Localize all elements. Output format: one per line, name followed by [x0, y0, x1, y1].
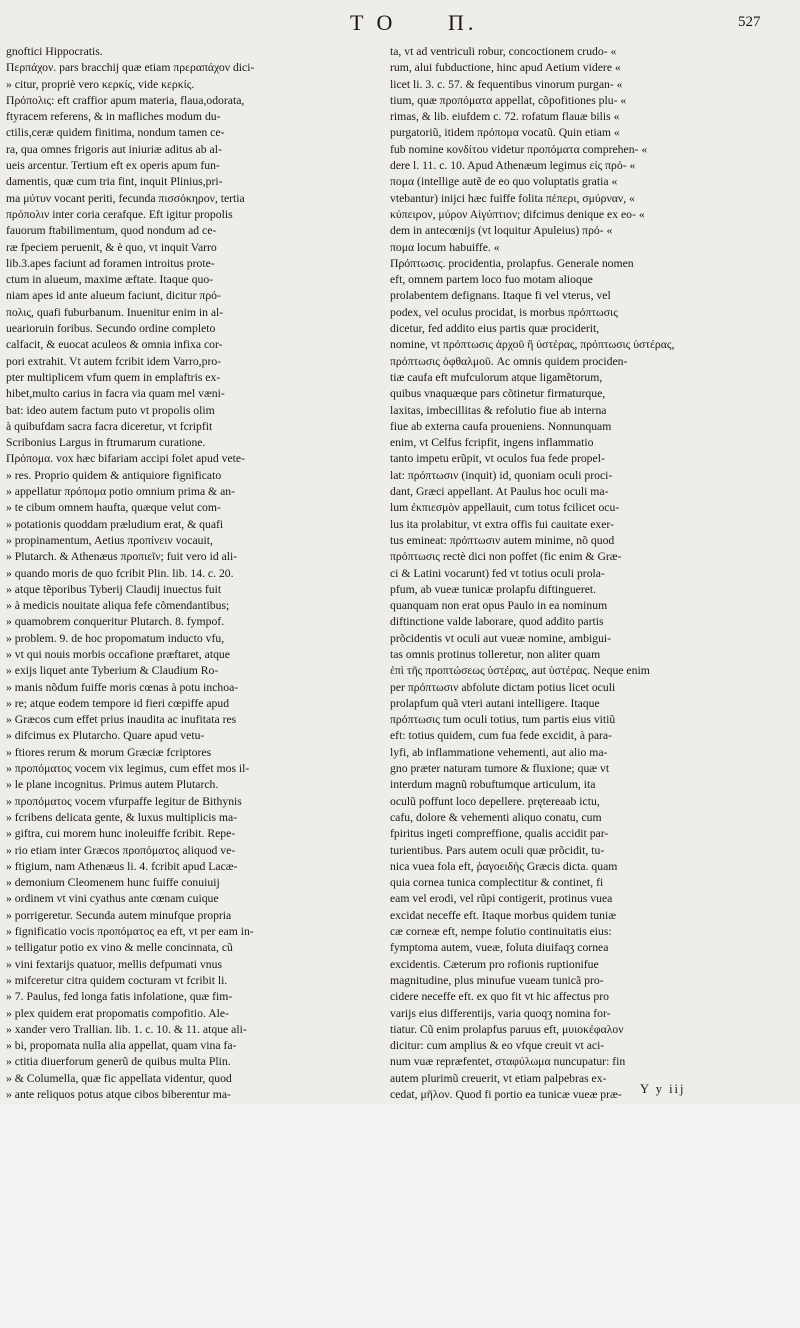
- left-column-line: » quamobrem conqueritur Plutarch. 8. fympof.: [6, 615, 225, 629]
- right-column-line: fpiritus ingeti compreffione, qualis accidit par-: [390, 827, 609, 841]
- right-column-line: cidere neceffe eft. ex quo fit vt hic affectus pro: [390, 990, 609, 1004]
- left-column-line: » le plane incognitus. Primus autem Plutarch.: [6, 778, 219, 792]
- right-column-line: purgatoriũ, itidem πρόπομα vocatũ. Quin etiam «: [390, 126, 620, 140]
- left-column-line: πρόπολιν inter coria cerafque. Eft igitur propolis: [6, 207, 233, 221]
- right-column-line: dere l. 11. c. 10. Apud Athenæum legimus εἰς πρό- «: [390, 159, 636, 173]
- right-column-line: tus emineat: πρόπτωσιν autem minime, nõ quod: [390, 533, 615, 547]
- left-column-line: » atque tẽporibus Tyberij Claudij inuectus fuit: [6, 582, 222, 596]
- left-column-line: » manis nõdum fuiffe moris cœnas à potu inchoa-: [6, 680, 239, 694]
- right-column-line: cæ corneæ eft, nempe folutio continuitatis eius:: [390, 925, 612, 939]
- left-column-line: » res. Proprio quidem & antiquiore fignificato: [6, 468, 222, 482]
- left-column-line: » προπόματος vocem vix legimus, cum effet mos il-: [6, 762, 250, 776]
- left-column-line: ctilis,ceræ quidem finitima, nondum tamen ce-: [6, 126, 225, 140]
- left-column-line: » à medicis nouitate aliqua fefe cõmendantibus;: [6, 599, 230, 613]
- right-column-line: diftinctione valde laborare, quod addito partis: [390, 615, 604, 629]
- left-column-line: ra, qua omnes frigoris aut iniuriæ aditus ab al-: [6, 142, 222, 156]
- left-column-line: niam apes id ante alueum faciunt, dicitur πρό-: [6, 289, 221, 303]
- left-column-line: » difcimus ex Plutarcho. Quare apud vetu-: [6, 729, 205, 743]
- left-text-column: [6, 44, 368, 1168]
- right-column-line: vtebantur) inijci hæc fuiffe folita πέπερι, σμύρναν, «: [390, 191, 635, 205]
- right-column-line: ἐπὶ τῆς προπτώσεως ὑστέρας, aut ὑστέρας. Neque enim: [390, 664, 650, 678]
- left-column-line: à quibufdam sacra facra diceretur, vt fcripfit: [6, 419, 213, 433]
- right-column-line: πομα locum habuiffe. «: [390, 240, 500, 254]
- right-column-line: dicetur, fed addito eius partis quæ prociderit,: [390, 322, 600, 336]
- left-column-line: » Plutarch. & Athenæus προπιεῖν; fuit vero id ali-: [6, 550, 238, 564]
- left-column-line: » porrigeretur. Secunda autem minufque propria: [6, 908, 232, 922]
- left-column-line: » quando moris de quo fcribit Plin. lib. 14. c. 20.: [6, 566, 234, 580]
- right-column-line: excidat neceffe eft. Itaque morbus quidem tuniæ: [390, 908, 616, 922]
- left-column-line: ueis arcentur. Tertium eft ex operis apum fun-: [6, 159, 220, 173]
- right-column-line: lum ἐκπιεσμὸν appellauit, cum totus fcilicet ocu-: [390, 501, 620, 515]
- right-column-line: ci & Latini vocarunt) fed vt totius oculi prola-: [390, 566, 605, 580]
- left-column-line: » ftigium, nam Athenæus li. 4. fcribit apud Lacæ-: [6, 859, 238, 873]
- left-column-line: ftyracem referens, & in mafliches modum du-: [6, 110, 221, 124]
- right-column-line: κύπειρον, μύρον Αἰγύπτιον; difcimus denique ex eo- «: [390, 207, 645, 221]
- right-column-line: per πρόπτωσιν abfolute dictam potius licet oculi: [390, 680, 616, 694]
- left-column-line: » Græcos cum effet prius inaudita ac inufitata res: [6, 713, 237, 727]
- left-column-line: » appellatur πρόπομα potio omnium prima & an-: [6, 485, 235, 499]
- running-head-left: T O: [350, 10, 397, 35]
- blank-margin: [0, 1104, 800, 1328]
- left-column-line: » telligatur potio ex vino & melle concinnata, cũ: [6, 941, 233, 955]
- right-column-line: cafu, dolore & vehementi aliquo conatu, cum: [390, 810, 602, 824]
- right-column-line: laxitas, imbecillitas & refolutio fiue ab interna: [390, 403, 607, 417]
- left-column-line: » ordinem vt vini cyathus ante cœnam cuique: [6, 892, 219, 906]
- right-column-line: dicitur: cum amplius & eo vfque creuit vt aci-: [390, 1039, 605, 1053]
- left-column-line: Scribonius Largus in ftrumarum curatione.: [6, 436, 206, 450]
- right-column-line: autem plurimũ creuerit, vt etiam palpebras ex-: [390, 1071, 607, 1085]
- left-column-line: pter multiplicem vfum quem in emplaftris ex-: [6, 370, 221, 384]
- left-column-line: » fcribens delicata gente, & luxus multiplicis ma-: [6, 810, 238, 824]
- right-column-line: lyfi, ab inflammatione vehementi, aut alio ma-: [390, 745, 608, 759]
- right-column-line: oculũ poffunt loco depellere. prętereaab ictu,: [390, 794, 600, 808]
- right-column-line: ta, vt ad ventriculi robur, concoctionem crudo- «: [390, 45, 617, 58]
- left-column-line: πολις, quafi fuburbanum. Inuenitur enim in al-: [6, 305, 224, 319]
- left-column-line: lib.3.apes faciunt ad foramen introitus prote-: [6, 256, 215, 270]
- right-column-line: tas omnis protinus tolleretur, non aliter quam: [390, 647, 601, 661]
- left-column-line: bat: ideo autem factum puto vt propolis olim: [6, 403, 215, 417]
- left-column-line: » propinamentum, Aetius προπίνειν vocauit,: [6, 533, 213, 547]
- right-column-line: πρόπτωσις tum oculi totius, tum partis eius vitiũ: [390, 713, 616, 727]
- left-column-line: » xander vero Trallian. lib. 1. c. 10. & 11. atque ali-: [6, 1022, 247, 1036]
- left-column-line: » demonium Cleomenem hunc fuiffe conuiuij: [6, 876, 220, 890]
- left-column-line: damentis, quæ cum tria fint, inquit Plinius,pri-: [6, 175, 223, 189]
- right-column-line: gno præter naturam tumore & fluxione; quæ vt: [390, 762, 610, 776]
- right-column-line: quibus vnaquæque pars cõtinetur firmaturque,: [390, 387, 606, 401]
- right-column-line: tium, quæ προπόματα appellat, cõpofitiones plu- «: [390, 93, 627, 107]
- right-column-line: fub nomine κονδίτου videtur προπόματα comprehen- «: [390, 142, 648, 156]
- right-column-line: quanquam non erat opus Paulo in ea nominum: [390, 599, 608, 613]
- left-column-line: » & Columella, quæ fic appellata videntur, quod: [6, 1071, 232, 1085]
- running-head-right: Π.: [448, 10, 478, 35]
- left-column-line: » exijs liquet ante Tyberium & Claudium Ro-: [6, 664, 219, 678]
- right-column-line: licet li. 3. c. 57. & fequentibus vinorum purgan- «: [390, 77, 623, 91]
- left-column-line: gnoftici Hippocratis.: [6, 45, 103, 58]
- right-column-line: varijs eius differentijs, varia quoqʒ nomina for-: [390, 1006, 611, 1020]
- right-column-line: prõcidentis vt oculi aut vueæ nomine, ambigui-: [390, 631, 612, 645]
- left-column-line: fauorum ftabilimentum, quod nondum ad ce-: [6, 224, 217, 238]
- right-column-line: pfum, ab vueæ tunicæ prolapfu diftingueret.: [390, 582, 597, 596]
- right-column-line: tanto impetu erũpit, vt oculos fua fede propel-: [390, 452, 605, 466]
- right-column-line: nica vuea fola eft, ῥαγοειδὴς Græcis dicta. quam: [390, 859, 618, 873]
- right-column-line: cedat, μῆλον. Quod fi portio ea tunicæ vueæ præ-: [390, 1088, 622, 1101]
- right-column-line: eam vel erodi, vel rũpi contigerit, protinus vuea: [390, 892, 613, 906]
- right-column-line: quia cornea tunica complectitur & continet, fi: [390, 876, 604, 890]
- left-column-line: ræ fpeciem peruenit, & è quo, vt inquit Varro: [6, 240, 217, 254]
- right-column-line: rimas, & lib. eiufdem c. 72. rofatum flauæ bilis «: [390, 110, 620, 124]
- right-column-line: interdum magnũ robuftumque articulum, ita: [390, 778, 596, 792]
- right-column-line: eft, omnem partem loco fuo motam alioque: [390, 273, 593, 287]
- left-column-line: » bi, propomata nulla alia appellat, quam vina fa-: [6, 1039, 237, 1053]
- left-column-line: ma μύτυν vocant periti, fecunda πισσόκηρον, tertia: [6, 191, 245, 205]
- right-column-line: πρόπτωσις rectè dici non poffet (fic enim & Græ-: [390, 550, 622, 564]
- right-column-line: Πρόπτωσις. procidentia, prolapfus. Generale nomen: [390, 256, 634, 270]
- right-column-line: lat: πρόπτωσιν (inquit) id, quoniam oculi proci-: [390, 468, 613, 482]
- running-head: [0, 10, 800, 38]
- left-column-line: » potationis quoddam præludium erat, & quafi: [6, 517, 224, 531]
- right-column-line: enim, vt Celfus fcripfit, ingens inflammatio: [390, 436, 594, 450]
- left-column-line: » ante reliquos potus atque cibos biberentur ma-: [6, 1088, 231, 1101]
- left-column-line: » te cibum omnem haufta, quæque velut com-: [6, 501, 221, 515]
- right-column-line: magnitudine, plus minufue vueam tunicã pro-: [390, 973, 604, 987]
- left-column-line: » citur, propriè vero κερκίς, vide κερκίς.: [6, 77, 195, 91]
- right-column-line: tiatur. Cũ enim prolapfus paruus eft, μυιοκέφαλον: [390, 1022, 624, 1036]
- right-text-column: [390, 44, 752, 1168]
- left-column-line: » προπόματος vocem vfurpaffe legitur de Bithynis: [6, 794, 242, 808]
- left-column-line: » 7. Paulus, fed longa fatis infolatione, quæ fim-: [6, 990, 233, 1004]
- left-column-line: ctum in alueum, maxime æftate. Itaque quo-: [6, 273, 214, 287]
- left-column-line: » ftiores rerum & morum Græciæ fcriptores: [6, 745, 212, 759]
- left-column-line: » giftra, cui morem hunc inoleuiffe fcribit. Repe-: [6, 827, 236, 841]
- right-column-line: fiue ab externa caufa proueniens. Nonnunquam: [390, 419, 612, 433]
- left-column-line: » problem. 9. de hoc propomatum inducto vfu,: [6, 631, 225, 645]
- right-column-line: excidentis. Cæterum pro rofionis ruptionifue: [390, 957, 599, 971]
- right-column-line: eft: totius quidem, cum fua fede excidit, à para-: [390, 729, 612, 743]
- right-column-line: prolapfum quã vteri autani intelligere. Itaque: [390, 696, 600, 710]
- left-column-line: » mifceretur citra quidem cocturam vt fcribit li.: [6, 973, 228, 987]
- right-column-line: πομα (intellige autẽ de eo quo voluptatis gratia «: [390, 175, 618, 189]
- left-column-line: » vt qui nouis morbis occafione præftaret, atque: [6, 647, 230, 661]
- right-column-line: dem in antecœnijs (vt loquitur Apuleius) πρό- «: [390, 224, 613, 238]
- left-column-line: pori extrahit. Vt autem fcribit idem Varro,pro-: [6, 354, 222, 368]
- page-number: 527: [738, 14, 761, 30]
- right-column-line: num vuæ repræfentet, σταφύλωμα nuncupatur: fin: [390, 1055, 626, 1069]
- right-column-line: dant, Græci appellant. At Paulus hoc oculi ma-: [390, 485, 609, 499]
- left-column-line: hibet,multo carius in facra via quam mel væni-: [6, 387, 225, 401]
- right-column-line: prolabentem defignans. Itaque fi vel vterus, vel: [390, 289, 611, 303]
- left-column-line: » ctitia diuerforum generũ de quibus multa Plin.: [6, 1055, 231, 1069]
- left-column-line: » rio etiam inter Græcos προπόματος aliquod ve-: [6, 843, 236, 857]
- left-column-line: » fignificatio vocis προπόματος ea eft, vt per eam in-: [6, 925, 254, 939]
- left-column-line: » vini fextarijs quatuor, mellis defpumati vnus: [6, 957, 223, 971]
- right-column-line: nomine, vt πρόπτωσις ἀρχοῦ ἢ ὑστέρας, πρόπτωσις ὑστέρας,: [390, 338, 675, 352]
- left-column-line: calfacit, & euocat aculeos & omnia infixa cor-: [6, 338, 223, 352]
- left-column-line: » plex quidem erat propomatis compofitio. Ale-: [6, 1006, 229, 1020]
- right-column-line: podex, vel oculus procidat, is morbus πρόπτωσις: [390, 305, 618, 319]
- signature-mark: Y y iij: [640, 1082, 686, 1096]
- left-column-line: Πρόπομα. vox hæc bifariam accipi folet apud vete-: [6, 452, 245, 466]
- left-column-line: Περπάχον. pars bracchij quæ etiam πρεραπάχον dici-: [6, 61, 255, 75]
- right-column-line: tiæ caufa eft mufculorum atque ligamẽtorum,: [390, 370, 603, 384]
- right-column-line: πρόπτωσις ὀφθαλμοῦ. Ac omnis quidem prociden-: [390, 354, 628, 368]
- left-column-line: uearioruin foribus. Secundo ordine completo: [6, 322, 216, 336]
- left-column-line: » re; atque eodem tempore id fieri cœpiffe apud: [6, 696, 230, 710]
- right-column-line: lus ita prolabitur, vt extra offis fui cauitate exer-: [390, 517, 614, 531]
- left-column-line: Πρόπολις: eft craffior apum materia, flaua,odorata,: [6, 93, 245, 107]
- right-column-line: turientibus. Pars autem oculi quæ prõcidit, tu-: [390, 843, 605, 857]
- right-column-line: rum, alui fubductione, hinc apud Aetium videre «: [390, 61, 621, 75]
- right-column-line: fymptoma autem, vueæ, foluta diuifaqʒ cornea: [390, 941, 609, 955]
